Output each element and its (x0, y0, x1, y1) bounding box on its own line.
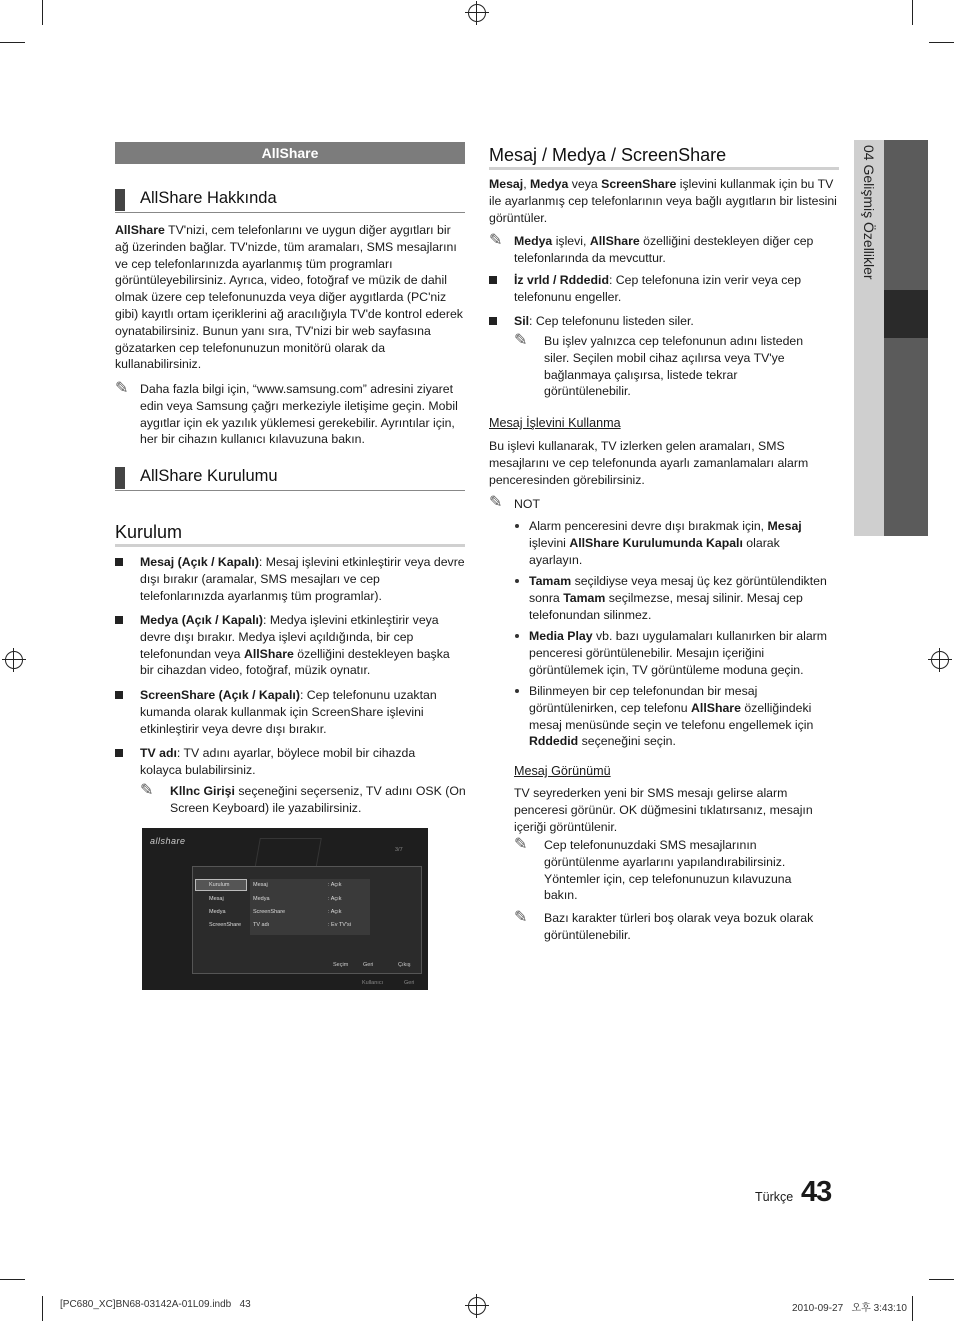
registration-mark-icon (468, 1297, 486, 1315)
kurulum-item-mesaj: Mesaj (Açık / Kapalı): Mesaj işlevini etkinleştirir veya devre dışı bırakır (aramalar, SMS mesajları ve cep telefonlarınızda ayarlanmış tüm programlar). (140, 555, 465, 603)
footer-back[interactable]: Geri (363, 962, 374, 968)
registration-mark-icon (468, 4, 486, 22)
menu-item[interactable]: ScreenShare (209, 922, 242, 928)
bottom-user[interactable]: Kullanıcı (362, 980, 384, 986)
bullet-dot-icon (515, 524, 519, 528)
footer-timestamp: 2010-09-27 오후 3:43:10 (792, 1303, 907, 1314)
subsection-heading-setup: AllShare Kurulumu (115, 465, 465, 491)
crop-mark (929, 42, 954, 43)
bullet-icon (115, 616, 123, 624)
kurulum-title: Kurulum (115, 522, 183, 542)
item-allow: İz vrld / Rddedid: Cep telefonuna izin verir veya cep telefonunu engeller. (514, 273, 802, 304)
note-icon: ✎ (514, 909, 528, 926)
title-rule (115, 544, 465, 547)
bullet-icon (115, 749, 123, 757)
note-icon: ✎ (514, 332, 528, 349)
setting-value: : Ev TV'si (328, 922, 351, 928)
not-item: Tamam seçildiyse veya mesaj üç kez görüntülendikten sonra Tamam seçilmezse, mesaj silinir. Mesaj cep telefonundan silinmez. (529, 574, 827, 622)
bullet-dot-icon (515, 634, 519, 638)
note-icon: ✎ (514, 836, 528, 853)
note-icon: ✎ (489, 494, 503, 511)
setting-value: : Açık (328, 882, 342, 888)
tv-screenshot (142, 828, 428, 990)
crop-mark (929, 1279, 954, 1280)
right-title: Mesaj / Medya / ScreenShare (489, 145, 727, 165)
subsection-heading-about: AllShare Hakkında (115, 187, 465, 213)
kurulum-item-tvname: TV adı: TV adını ayarlar, böylece mobil bir cihazda kolayca bulabilirsiniz. (140, 746, 416, 777)
crop-mark (912, 1296, 913, 1321)
not-item: Alarm penceresini devre dışı bırakmak için, Mesaj işlevini AllShare Kurulumunda Kapalı olarak ayarlayın. (529, 519, 802, 567)
bullet-dot-icon (515, 579, 519, 583)
tv-menu-panel (192, 866, 422, 974)
using-heading: Mesaj İşlevini Kullanma (489, 416, 621, 430)
setting-name[interactable]: Medya (253, 896, 270, 902)
crop-mark (912, 0, 913, 25)
footer-exit[interactable]: Çıkış (398, 962, 411, 968)
right-intro: Mesaj, Medya veya ScreenShare işlevini kullanmak için bu TV ile ayarlanmış cep telefonlarının veya bağlı aygıtların bir listesini görüntüler. (489, 177, 837, 225)
setting-name[interactable]: TV adı (253, 922, 270, 928)
title-rule (489, 167, 839, 170)
menu-item[interactable]: Kurulum (209, 882, 230, 888)
note-icon: ✎ (115, 380, 129, 397)
right-note-media: Medya işlevi, AllShare özelliğini destekleyen diğer cep telefonlarında da mevcuttur. (514, 234, 814, 265)
kurulum-item-medya: Medya (Açık / Kapalı): Medya işlevini etkinleştirir veya devre dışı bırakır. Medya işlevi açıldığında, bir cep telefonundan veya AllShare özelliğini destekleyen başka bir cihazdan video, fotoğraf, müzik oynatır. (140, 613, 450, 678)
menu-item[interactable]: Mesaj (209, 896, 224, 902)
footer-file: [PC680_XC]BN68-03142A-01L09.indb 43 (60, 1299, 251, 1310)
note-icon: ✎ (489, 232, 503, 249)
item-delete: Sil: Cep telefonunu listeden siler. (514, 314, 694, 328)
bottom-back[interactable]: Geri (404, 980, 415, 986)
view-note: Cep telefonunuzdaki SMS mesajlarının görüntülenme ayarlarını yapılandırabilirsiniz. Yöntemler için, cep telefonunuzun kılavuzuna bakın. (544, 838, 792, 903)
note-delete: Bu işlev yalnızca cep telefonunun adını listeden siler. Seçilen mobil cihaz açılırsa veya TV'ye bağlanmaya çalışırsa, listede tekrar görüntülenebilir. (544, 334, 804, 399)
page-indicator: 3/7 (395, 847, 403, 853)
crop-mark (42, 1296, 43, 1321)
crop-mark (0, 1279, 25, 1280)
about-body: AllShare TV'nizi, cem telefonlarını ve uygun diğer aygıtları bir ağ üzerinden bağlar. TV'nizde, tüm aramaları, SMS mesajlarını ve cep telefonlarınızda ayarlanmış tüm programları görüntüleyebilirsiniz. Ayrıca, video, fotoğraf ve müzik de dahil olmak üzere cep telefonunuzda veya diğer aygıtlarda (PC'niz gibi) kayıtlı ortam içeriklerini ağ aracılığıyla TV'de kontrol ederek oynatabilirsiniz. Bunun yanı sıra, TV'nizi bir web sayfasına gözatarken cep telefonunuzun monitörü olarak da kullanabilirsiniz. (115, 223, 463, 372)
setting-name[interactable]: Mesaj (253, 882, 268, 888)
chapter-tab-dark (884, 140, 928, 536)
menu-item[interactable]: Medya (209, 909, 226, 915)
bullet-dot-icon (515, 689, 519, 693)
kurulum-item-screenshare: ScreenShare (Açık / Kapalı): Cep telefonunu uzaktan kumanda olarak kullanmak için ScreenShare işlevini etkinleştirir veya devre dışı bırakır. (140, 688, 437, 736)
footer-language: Türkçe (755, 1190, 794, 1204)
not-item: Bilinmeyen bir cep telefonundan bir mesaj görüntülenirken, cep telefonu AllShare özelliğindeki mesaj menüsünde seçin ve telefonu engellemek için Rddedid seçeneğini seçin. (529, 684, 814, 749)
view-body: TV seyrederken yeni bir SMS mesajı gelirse alarm penceresi görünür. OK düğmesini tıklatırsanız, mesajın içeriği görüntülenir. (514, 786, 813, 834)
setting-value: : Açık (328, 909, 342, 915)
kurulum-note: Kllnc Girişi seçeneğini seçerseniz, TV adını OSK (On Screen Keyboard) ile yazabilirsiniz. (170, 784, 466, 815)
about-note: Daha fazla bilgi için, “www.samsung.com” adresini ziyaret edin veya Samsung çağrı merkeziyle iletişime geçin. Mobil aygıtlar için ek yazılık yüklemesi gerekebilir. Ayrıntılar için, her bir cihazın kullanıcı kılavuzuna bakın. (140, 382, 458, 447)
view-heading: Mesaj Görünümü (514, 764, 611, 778)
not-item: Media Play vb. bazı uygulamaları kullanırken bir alarm penceresi görüntülenebilir. Mesajın içeriğini görüntülemek için, TV görüntüleme moduna geçin. (529, 629, 827, 677)
registration-mark-icon (931, 651, 949, 669)
crop-mark (42, 0, 43, 25)
footer-select[interactable]: Seçim (333, 962, 349, 968)
section-bar: AllShare (115, 142, 465, 164)
setting-name[interactable]: ScreenShare (253, 909, 286, 915)
not-label: NOT (514, 497, 540, 511)
page-number: 43 (801, 1176, 832, 1208)
view-note: Bazı karakter türleri boş olarak veya bozuk olarak görüntülenebilir. (544, 911, 814, 942)
using-body: Bu işlevi kullanarak, TV izlerken gelen aramaları, SMS mesajlarını ve cep telefonunda ayarlı zamanlamaları alarm penceresinden görebilirsiniz. (489, 439, 809, 487)
chapter-label: 04 Gelişmiş Özellikler (861, 145, 877, 280)
setting-value: : Açık (328, 896, 342, 902)
crop-mark (0, 42, 25, 43)
chapter-tab-marker (884, 290, 928, 338)
bullet-icon (115, 558, 123, 566)
allshare-logo: allshare (150, 836, 186, 846)
bullet-icon (115, 691, 123, 699)
registration-mark-icon (5, 651, 23, 669)
bullet-icon (489, 317, 497, 325)
note-icon: ✎ (140, 782, 154, 799)
bullet-icon (489, 276, 497, 284)
